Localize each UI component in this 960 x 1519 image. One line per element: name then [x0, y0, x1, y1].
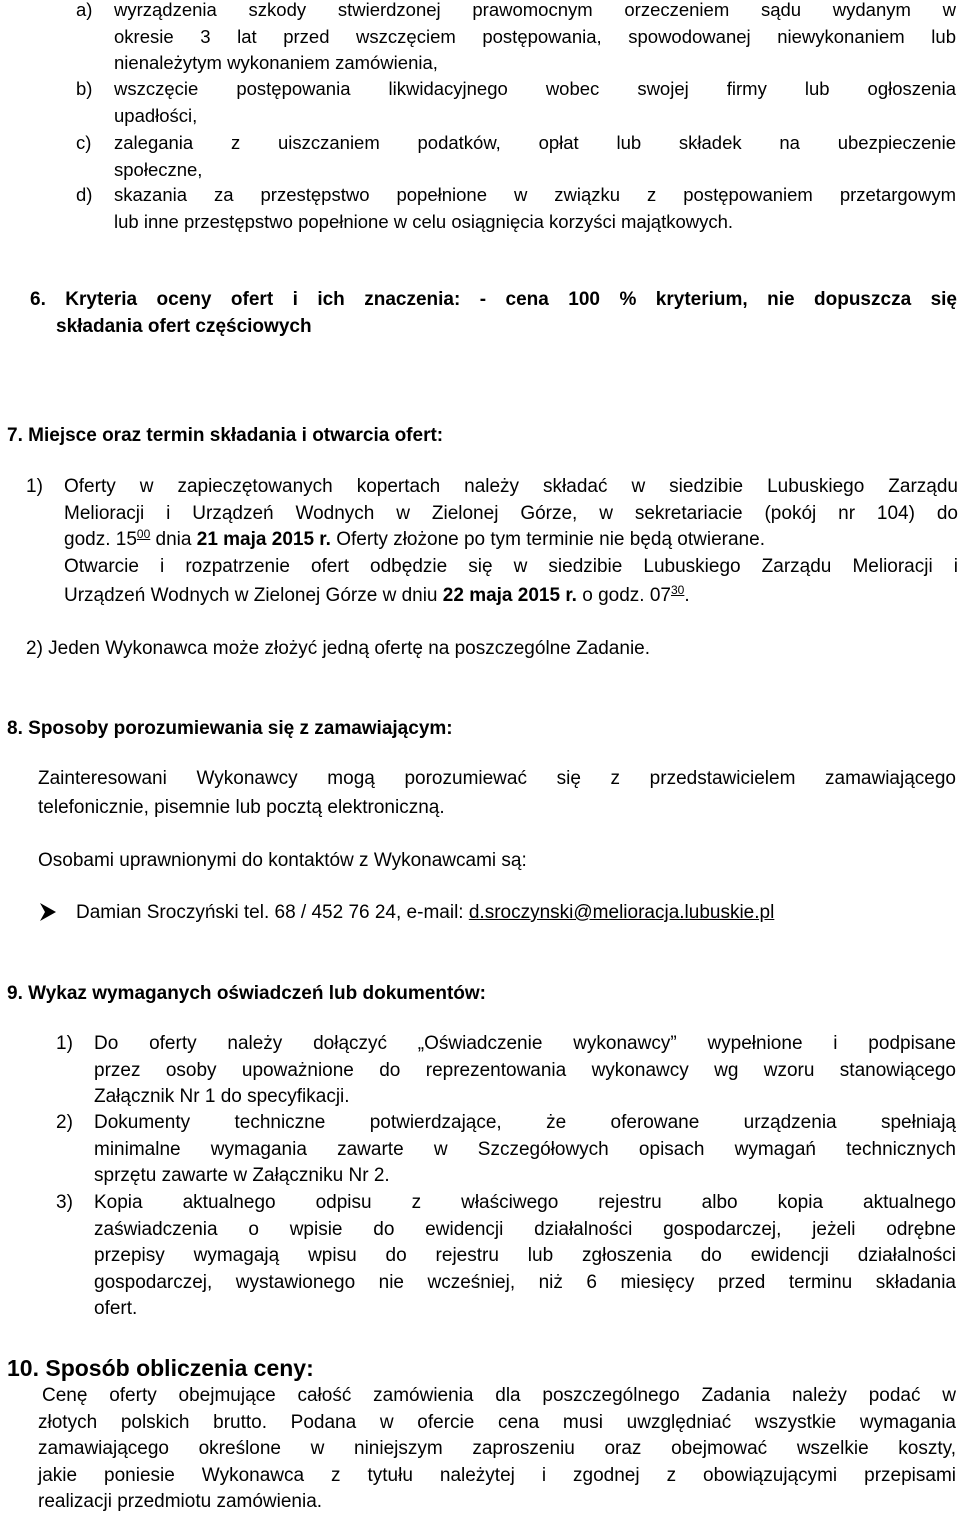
list-line: zalegania z uiszczaniem podatków, opłat lub składek na ubezpieczenie	[114, 132, 956, 153]
section-10-heading: 10. Sposób obliczenia ceny:	[7, 1355, 314, 1381]
list-line: skazania za przestępstwo popełnione w związku z postępowaniem przetargowym	[114, 184, 956, 205]
section-9-item-1	[56, 1031, 956, 1111]
text-line: Kopia aktualnego odpisu z właściwego rejestru albo kopia aktualnego	[94, 1192, 956, 1213]
text-run: dnia	[150, 529, 197, 550]
list-label: a)	[76, 0, 93, 20]
text-line	[64, 527, 958, 554]
text-line: Do oferty należy dołączyć „Oświadczenie wykonawcy” wypełnione i podpisane	[94, 1033, 956, 1054]
section-title: Sposoby porozumiewania się z zamawiającym:	[28, 718, 453, 739]
contact-line	[76, 900, 956, 927]
section-number: 7.	[7, 425, 23, 446]
section-7-item-1	[26, 474, 958, 610]
text-run: godz. 15	[64, 529, 137, 550]
section-number: 9.	[7, 983, 23, 1004]
list-label: c)	[76, 132, 92, 153]
section-6-line: składania ofert częściowych	[56, 316, 312, 337]
list-item-c	[76, 130, 956, 183]
section-title: Miejsce oraz termin składania i otwarcia ofert:	[28, 425, 444, 446]
arrow-bullet-icon	[38, 900, 58, 929]
text-line: telefonicznie, pisemnie lub pocztą elektroniczną.	[38, 796, 445, 818]
deadline-date: 21 maja 2015 r.	[196, 529, 331, 550]
list-line: okresie 3 lat przed wszczęciem postępowania, spowodowanej niewykonaniem lub	[114, 25, 956, 47]
list-label: d)	[76, 184, 93, 205]
section-9-item-2	[56, 1110, 956, 1190]
text-line	[64, 583, 958, 610]
section-10-paragraph	[38, 1383, 956, 1516]
text-line: zamawiającego określone w niniejszym zaproszeniu oraz obejmować wszelkie koszty,	[38, 1438, 956, 1459]
list-label: 1)	[56, 1033, 73, 1054]
text-line: Dokumenty techniczne potwierdzające, że oferowane urządzenia spełniają	[94, 1112, 956, 1133]
section-8-paragraph-2: Osobami uprawnionymi do kontaktów z Wykonawcami są:	[38, 850, 527, 871]
section-9-heading	[7, 980, 907, 1007]
opening-date: 22 maja 2015 r.	[442, 585, 577, 606]
list-item-d	[76, 182, 956, 235]
text-line: Zainteresowani Wykonawcy mogą porozumiewać się z przedstawicielem zamawiającego	[38, 768, 956, 789]
text-line: zaświadczenia o wpisie do ewidencji działalności gospodarczej, jeżeli odrębne	[94, 1218, 956, 1240]
text-line: realizacji przedmiotu zamówienia.	[38, 1491, 323, 1512]
text-line: minimalne wymagania zawarte w Szczegółowych opisach wymagań technicznych	[94, 1138, 956, 1160]
text-line: przez osoby upoważnione do reprezentowania wykonawcy wg wzoru stanowiącego	[94, 1059, 956, 1081]
text-run: Urządzeń Wodnych w Zielonej Górze w dniu	[64, 585, 443, 606]
list-line: wyrządzenia szkody stwierdzonej prawomocnym orzeczeniem sądu wydanym w	[114, 0, 956, 20]
list-item-a	[76, 0, 956, 77]
text-line: ofert.	[94, 1298, 138, 1319]
text-run: o godz. 07	[576, 585, 671, 606]
section-7-heading	[7, 422, 907, 449]
list-line: upadłości,	[114, 104, 198, 126]
list-line: lub inne przestępstwo popełnione w celu osiągnięcia korzyści majątkowych.	[114, 210, 734, 232]
list-label: 2)	[56, 1112, 73, 1133]
text-line: Otwarcie i rozpatrzenie ofert odbędzie się w siedzibie Lubuskiego Zarządu Melioracji i	[64, 555, 958, 577]
text-line: Cenę oferty obejmujące całość zamówienia dla poszczególnego Zadania należy podać w	[42, 1385, 956, 1406]
text-line: jakie poniesie Wykonawca z tytułu należytej i zgodnej z obowiązującymi przepisami	[38, 1464, 956, 1486]
section-number: 8.	[7, 718, 23, 739]
text-line: złotych polskich brutto. Podana w ofercie cena musi uwzględniać wszystkie wymagania	[38, 1411, 956, 1433]
list-label: 3)	[56, 1192, 73, 1213]
section-6-line: 6. Kryteria oceny ofert i ich znaczenia: - cena 100 % kryterium, nie dopuszcza się	[30, 289, 957, 310]
text-run: .	[684, 585, 690, 606]
list-label: 1)	[26, 476, 43, 497]
section-title: Wykaz wymaganych oświadczeń lub dokumentów:	[28, 983, 486, 1004]
section-6-heading	[30, 286, 957, 340]
section-9-item-3	[56, 1190, 956, 1323]
list-line: nienależytym wykonaniem zamówienia,	[114, 52, 438, 73]
contact-text: Damian Sroczyński tel. 68 / 452 76 24, e-mail:	[76, 902, 469, 923]
contact-email-link[interactable]: d.sroczynski@melioracja.lubuskie.pl	[468, 902, 775, 923]
text-line: Załącznik Nr 1 do specyfikacji.	[94, 1086, 350, 1107]
section-8-paragraph-1	[38, 766, 956, 821]
time-superscript: 00	[136, 527, 151, 541]
text-line: przepisy wymagają wpisu do rejestru lub zgłoszenia do ewidencji działalności	[94, 1245, 956, 1266]
text-line: Oferty w zapieczętowanych kopertach należy składać w siedzibie Lubuskiego Zarządu	[64, 476, 958, 497]
list-label: b)	[76, 78, 93, 99]
text-line: Melioracji i Urządzeń Wodnych w Zielonej Górze, w sekretariacie (pokój nr 104) do	[64, 502, 958, 524]
list-item-b	[76, 76, 956, 129]
text-line: sprzętu zawarte w Załączniku Nr 2.	[94, 1165, 390, 1186]
list-line: wszczęcie postępowania likwidacyjnego wobec swojej firmy lub ogłoszenia	[114, 78, 956, 99]
section-8-heading	[7, 715, 907, 742]
text-run: Oferty złożone po tym terminie nie będą otwierane.	[330, 529, 765, 550]
list-line: społeczne,	[114, 158, 203, 180]
time-superscript: 30	[670, 583, 685, 597]
text-line: gospodarczej, wystawionego nie wcześniej, niż 6 miesięcy przed terminu składania	[94, 1271, 956, 1293]
section-7-item-2: 2) Jeden Wykonawca może złożyć jedną ofertę na poszczególne Zadanie.	[26, 638, 651, 659]
